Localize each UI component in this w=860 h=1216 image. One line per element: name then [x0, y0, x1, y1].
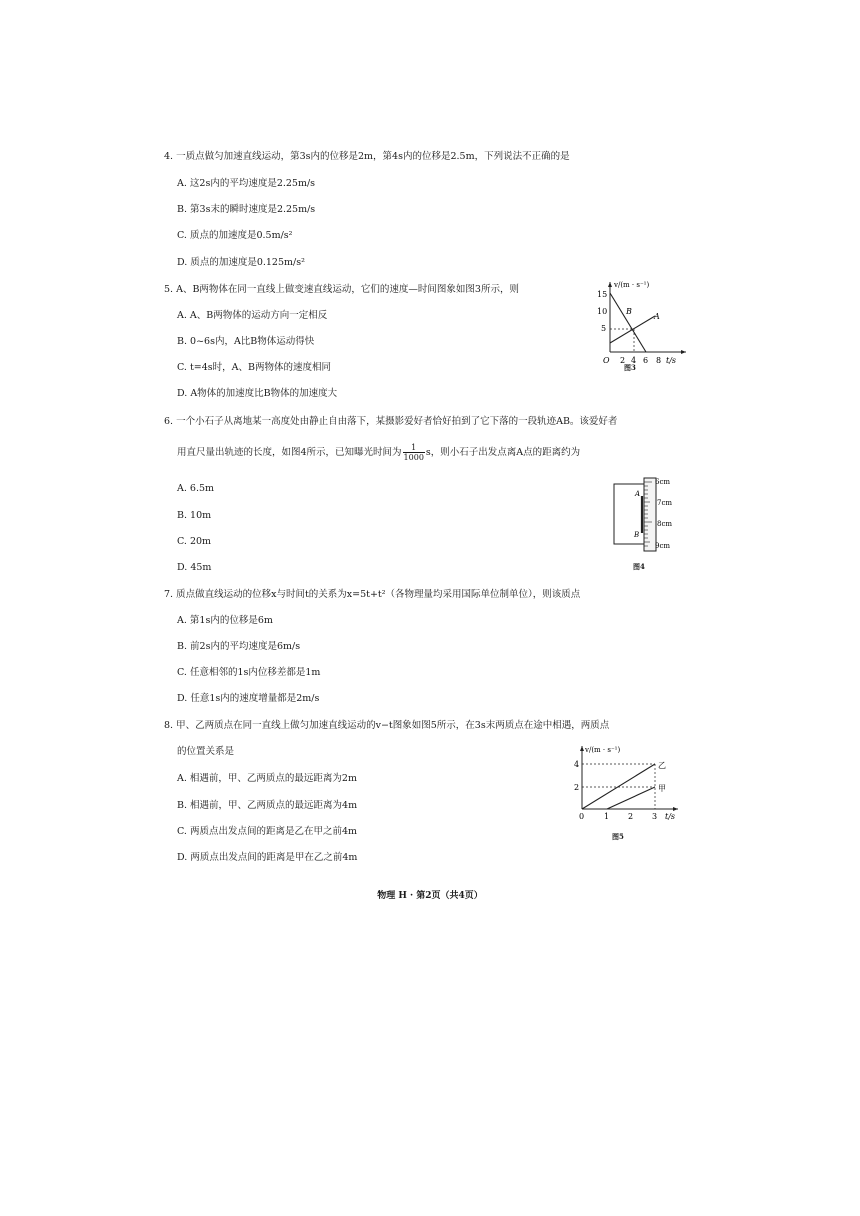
ruler [644, 478, 656, 551]
q5-option-b: B. 0~6s内，A比B物体运动得快 [177, 336, 315, 347]
q4-stem: 4. 一质点做匀加速直线运动，第3s内的位移是2m，第4s内的位移是2.5m，下列说法不正确的是 [164, 151, 570, 162]
q4-option-a: A. 这2s内的平均速度是2.25m/s [177, 178, 316, 189]
q6-option-b: B. 10m [177, 510, 212, 521]
frac-denominator: 1000 [403, 453, 424, 462]
fig3-xtick-2: 2 [620, 356, 626, 365]
fig3-xlabel: t/s [666, 356, 677, 365]
fig4-mark-9cm: 9cm [655, 542, 671, 550]
figure-3-vt-graph [590, 276, 690, 368]
fig5-xtick-0: 0 [579, 812, 585, 821]
q6-option-c: C. 20m [177, 536, 212, 547]
fig5-label-yi: 乙 [658, 761, 666, 770]
q7-option-b: B. 前2s内的平均速度是6m/s [177, 641, 301, 652]
q6-stem-pre: 用直尺量出轨迹的长度，如图4所示，已知曝光时间为 [177, 447, 402, 458]
fig5-ylabel: v/(m · s⁻¹) [585, 746, 621, 754]
q6-stem-line1: 6. 一个小石子从离地某一高度处由静止自由落下，某摄影爱好者恰好拍到了它下落的一段轨迹AB。该爱好者 [164, 416, 618, 427]
fig5-xlabel: t/s [665, 812, 676, 821]
fig5-xtick-1: 1 [604, 812, 610, 821]
fig5-caption: 图5 [612, 832, 624, 841]
q4-option-d: D. 质点的加速度是0.125m/s² [177, 257, 305, 268]
fig3-xtick-6: 6 [643, 356, 649, 365]
fig4-mark-6cm: 6cm [655, 478, 671, 486]
fig4-mark-8cm: 8cm [657, 520, 673, 528]
fig5-line-yi [582, 764, 655, 809]
fig3-xtick-4: 4 [631, 356, 637, 365]
figure-4-ruler [612, 476, 680, 556]
fig5-xtick-2: 2 [628, 812, 634, 821]
q4-option-c: C. 质点的加速度是0.5m/s² [177, 230, 293, 241]
fig5-line-jia [607, 787, 655, 809]
q8-option-b: B. 相遇前，甲、乙两质点的最远距离为4m [177, 800, 358, 811]
fig3-ytick-15: 15 [597, 290, 608, 299]
q8-stem-line1: 8. 甲、乙两质点在同一直线上做匀加速直线运动的v−t图象如图5所示，在3s末两质点在途中相遇，两质点 [164, 720, 610, 731]
fig4-point-a: A [635, 490, 641, 498]
fig3-xtick-8: 8 [656, 356, 662, 365]
q6-option-d: D. 45m [177, 562, 212, 573]
q5-option-c: C. t=4s时，A、B两物体的速度相同 [177, 362, 332, 373]
fig3-line-a [610, 316, 655, 343]
fig4-point-b: B [634, 531, 640, 539]
q6-stem-post: s，则小石子出发点离A点的距离约为 [425, 447, 581, 458]
q7-option-c: C. 任意相邻的1s内位移差都是1m [177, 667, 321, 678]
fig3-origin: O [603, 356, 610, 365]
q7-option-a: A. 第1s内的位移是6m [177, 615, 273, 626]
fig5-label-jia: 甲 [658, 784, 666, 793]
q6-option-a: A. 6.5m [177, 483, 215, 494]
fig3-caption: 图3 [624, 363, 636, 372]
q6-stem-line2 [177, 443, 580, 463]
q7-stem: 7. 质点做直线运动的位移x与时间t的关系为x=5t+t²（各物理量均采用国际单位制单位），则该质点 [164, 589, 581, 600]
fig3-ytick-10: 10 [597, 307, 608, 316]
fig3-label-a: A [654, 312, 660, 321]
fig3-label-b: B [626, 307, 632, 316]
q4-option-b: B. 第3s末的瞬时速度是2.25m/s [177, 204, 316, 215]
q8-option-c: C. 两质点出发点间的距离是乙在甲之前4m [177, 826, 358, 837]
q5-option-d: D. A物体的加速度比B物体的加速度大 [177, 388, 338, 399]
q8-option-a: A. 相遇前，甲、乙两质点的最远距离为2m [177, 773, 357, 784]
q5-stem: 5. A、B两物体在同一直线上做变速直线运动，它们的速度—时间图象如图3所示，则 [164, 284, 519, 295]
fig3-ytick-5: 5 [601, 324, 607, 333]
q5-option-a: A. A、B两物体的运动方向一定相反 [177, 310, 328, 321]
fig5-ytick-4: 4 [574, 760, 580, 769]
fig5-xtick-3: 3 [652, 812, 658, 821]
fig4-mark-7cm: 7cm [657, 499, 673, 507]
q7-option-d: D. 任意1s内的速度增量都是2m/s [177, 693, 320, 704]
frac-numerator: 1 [403, 443, 425, 453]
q8-stem-line2: 的位置关系是 [177, 746, 235, 757]
fig3-line-b [610, 293, 646, 352]
fig5-ytick-2: 2 [574, 783, 580, 792]
fig4-caption: 图4 [633, 562, 645, 571]
page-footer: 物理 H · 第2页（共4页） [377, 891, 483, 901]
exposure-fraction [403, 443, 425, 462]
figure-5-vt-graph [568, 742, 690, 822]
q8-option-d: D. 两质点出发点间的距离是甲在乙之前4m [177, 852, 358, 863]
fig3-ylabel: v/(m · s⁻¹) [614, 281, 650, 289]
